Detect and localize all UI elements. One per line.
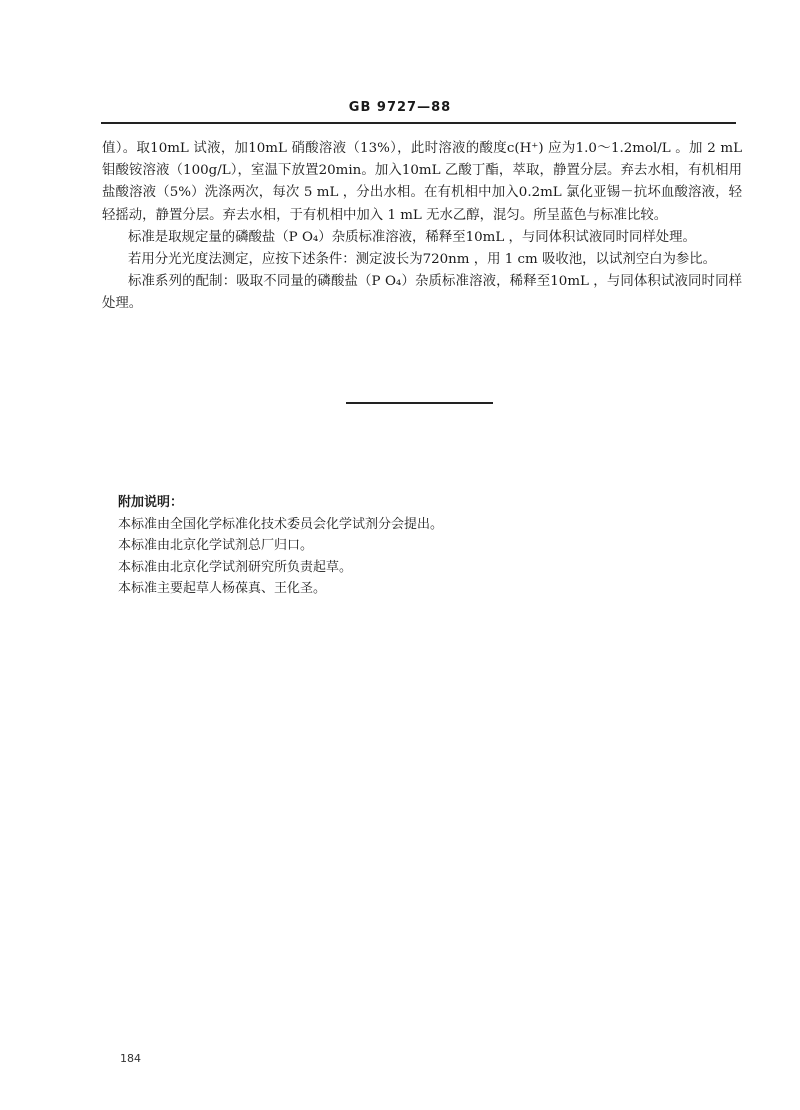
page-number: 184: [120, 1052, 141, 1065]
header-rule: [101, 122, 736, 124]
body-text: [102, 138, 742, 316]
paragraph-standard: 标准是取规定量的磷酸盐（P O₄）杂质标准溶液，稀释至10mL ，与同体积试液同时同样处理。: [128, 229, 696, 245]
section-separator: [346, 402, 493, 404]
notes-line: 本标准由北京化学试剂研究所负责起草。: [118, 559, 353, 575]
paragraph-standard-series: 标准系列的配制：吸取不同量的磷酸盐（P O₄）杂质标准溶液，稀释至10mL ，与同体积试液同时同样处理。: [102, 274, 742, 312]
notes-title: 附加说明：: [118, 495, 184, 510]
paragraph-procedure: 值）。取10mL 试液，加10mL 硝酸溶液（13%），此时溶液的酸度c(H⁺) 应为1.0～1.2mol/L 。加 2 mL 钼酸铵溶液（100g/L），室温下放置20min。加入10mL 乙酸丁酯，萃取，静置分层。弃去水相，有机相用盐酸溶液（5%）洗涤两次，每次 5 mL ，分出水相。在有机相中加入0.2mL 氯化亚锡－抗坏血酸溶液，轻轻摇动，静置分层。弃去水相，于有机相中加入 1 mL 无水乙醇，混匀。所呈蓝色与标准比较。: [102, 141, 742, 223]
additional-notes: [118, 492, 718, 600]
notes-line: 本标准由全国化学标准化技术委员会化学试剂分会提出。: [118, 516, 444, 532]
notes-line: 本标准由北京化学试剂总厂归口。: [118, 538, 314, 554]
paragraph-spectrophotometry: 若用分光光度法测定，应按下述条件：测定波长为720nm ，用 1 cm 吸收池，以试剂空白为参比。: [128, 252, 717, 268]
notes-line: 本标准主要起草人杨葆真、王化圣。: [118, 581, 327, 597]
standard-code: GB 9727—88: [348, 100, 452, 115]
